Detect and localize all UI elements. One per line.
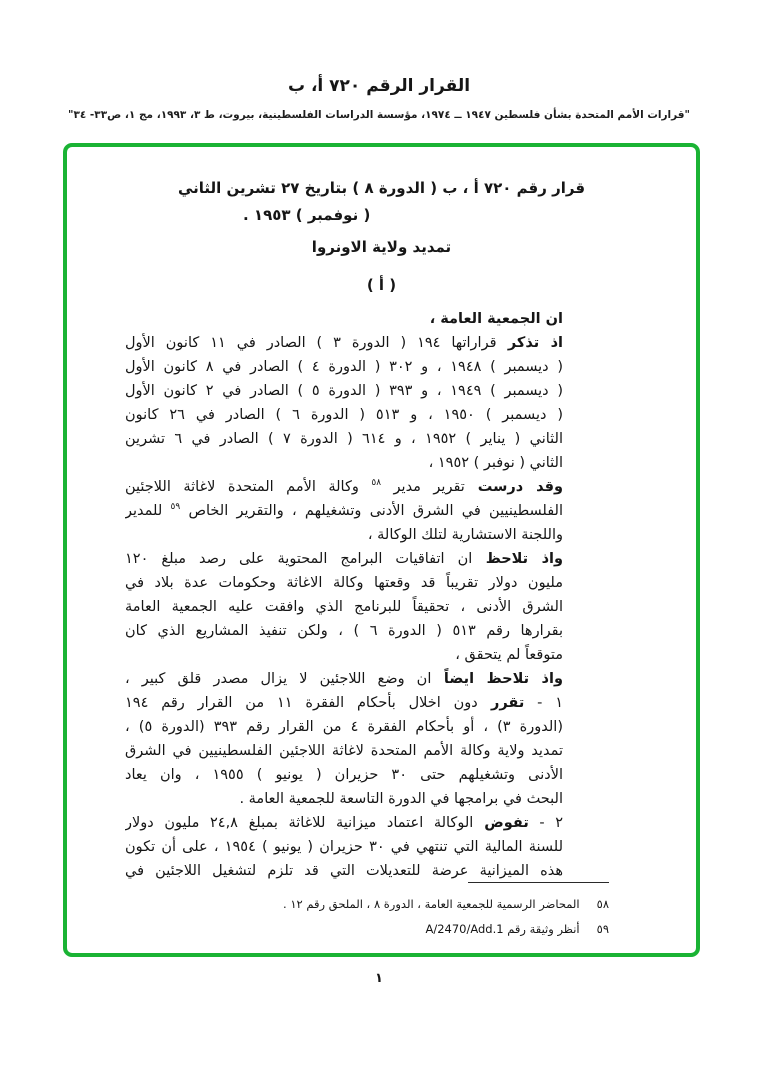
- page-number: ١: [375, 971, 383, 986]
- body-line: ( ديسمبر ) ١٩٤٩ ، و ٣٩٣ ( الدورة ٥ ) الصادر في ٢ كانون الأول: [125, 383, 563, 399]
- footnote-number: ٥٩: [596, 922, 609, 936]
- resolution-heading-line1: قرار رقم ٧٢٠ أ ، ب ( الدورة ٨ ) بتاريخ ٢٧ تشرين الثاني: [177, 179, 586, 197]
- document-title: القرار الرقم ٧٢٠ أ، ب: [287, 76, 471, 96]
- body-line: واذ تلاحظ ايضاً ان وضع اللاجئين لا يزال مصدر قلق كبير ،: [125, 671, 563, 687]
- body-line: متوقعاً لم يتحقق ،: [455, 647, 563, 663]
- body-line: البحث في برامجها في الدورة التاسعة للجمعية العامة .: [239, 791, 563, 807]
- body-line: واذ تلاحظ ان اتفاقيات البرامج المحتوية على رصد مبلغ ١٢٠: [125, 551, 563, 567]
- resolution-heading: [67, 175, 696, 229]
- body-line: واللجنة الاستشارية لتلك الوكالة ،: [367, 527, 563, 543]
- body-line: ١ - تقرر دون اخلال بأحكام الفقرة ١١ من القرار رقم ١٩٤: [125, 695, 563, 711]
- body-line: ( ديسمبر ) ١٩٤٨ ، و ٣٠٢ ( الدورة ٤ ) الصادر في ٨ كانون الأول: [125, 359, 563, 375]
- footnote-text: المحاضر الرسمية للجمعية العامة ، الدورة ٨ ، الملحق رقم ١٢ .: [283, 897, 580, 911]
- resolution-heading-line2: ( نوفمبر ) ١٩٥٣ .: [243, 206, 371, 224]
- body-line: مليون دولار تقريباً قد وقعتها وكالة الاغاثة وحكومات عدة بلاد في: [125, 575, 563, 591]
- body-line: الأدنى وتشغيلهم حتى ٣٠ حزيران ( يونيو ) ١٩٥٥ ، وان يعاد: [125, 767, 563, 783]
- source-citation: "قرارات الأمم المتحدة بشأن فلسطين ١٩٤٧ ــ ١٩٧٤، مؤسسة الدراسات الفلسطينية، بيروت، ط ٣، ١٩٩٣، مج ١، ص٣٣- ٣٤": [67, 109, 691, 121]
- body-line: ان الجمعية العامة ،: [429, 311, 563, 327]
- footnotes-list: [97, 892, 609, 942]
- body-line: ( ديسمبر ) ١٩٥٠ ، و ٥١٣ ( الدورة ٦ ) الصادر في ٢٦ كانون: [125, 407, 563, 423]
- section-marker: ( أ ): [366, 276, 397, 294]
- footnote: [97, 917, 609, 942]
- footnote-separator: [468, 882, 609, 883]
- body-line: وقد درست تقرير مدير $^{٥٨}$ وكالة الأمم المتحدة لاغاثة اللاجئين: [125, 478, 563, 495]
- body-line: هذه الميزانية عرضة للتعديلات التي قد تلزم لتشغيل اللاجئين في: [125, 863, 563, 879]
- body-line: (الدورة ٣) ، أو بأحكام الفقرة ٤ من القرار رقم ٣٩٣ (الدورة ٥) ،: [125, 719, 563, 735]
- body-line: الفلسطينيين في الشرق الأدنى وتشغيلهم ، والتقرير الخاص $^{٥٩}$ للمدير: [125, 502, 563, 519]
- body-line: للسنة المالية التي تنتهي في ٣٠ حزيران ( يونيو ) ١٩٥٤ ، على أن تكون: [125, 839, 563, 855]
- resolution-body: [125, 307, 563, 883]
- body-line: الثاني ( نوفبر ) ١٩٥٢ ،: [428, 455, 563, 471]
- footnote-number: ٥٨: [596, 897, 609, 911]
- body-line: بقرارها رقم ٥١٣ ( الدورة ٦ ) ، ولكن تنفيذ المشاريع الذي كان: [125, 623, 563, 639]
- body-line: ٢ - تفوض الوكالة اعتماد ميزانية للاغاثة بمبلغ ٢٤,٨ مليون دولار: [125, 815, 563, 831]
- footnote: [97, 892, 609, 917]
- footnotes-section: [97, 882, 609, 942]
- resolution-frame: [63, 143, 700, 957]
- body-line: الشرق الأدنى ، تحقيقاً للبرنامج الذي وافقت عليه الجمعية العامة: [125, 599, 563, 615]
- body-line: الثاني ( يناير ) ١٩٥٢ ، و ٦١٤ ( الدورة ٧ ) الصادر في ٦ تشرين: [125, 431, 563, 447]
- body-line: اذ تذكر قراراتها ١٩٤ ( الدورة ٣ ) الصادر في ١١ كانون الأول: [125, 335, 563, 351]
- body-line: تمديد ولاية وكالة الأمم المتحدة لاغاثة اللاجئين الفلسطينيين في الشرق: [125, 743, 563, 759]
- footnote-text: أنظر وثيقة رقم A/2470/Add.1: [425, 922, 580, 936]
- resolution-subtitle: تمديد ولاية الاونروا: [311, 238, 452, 256]
